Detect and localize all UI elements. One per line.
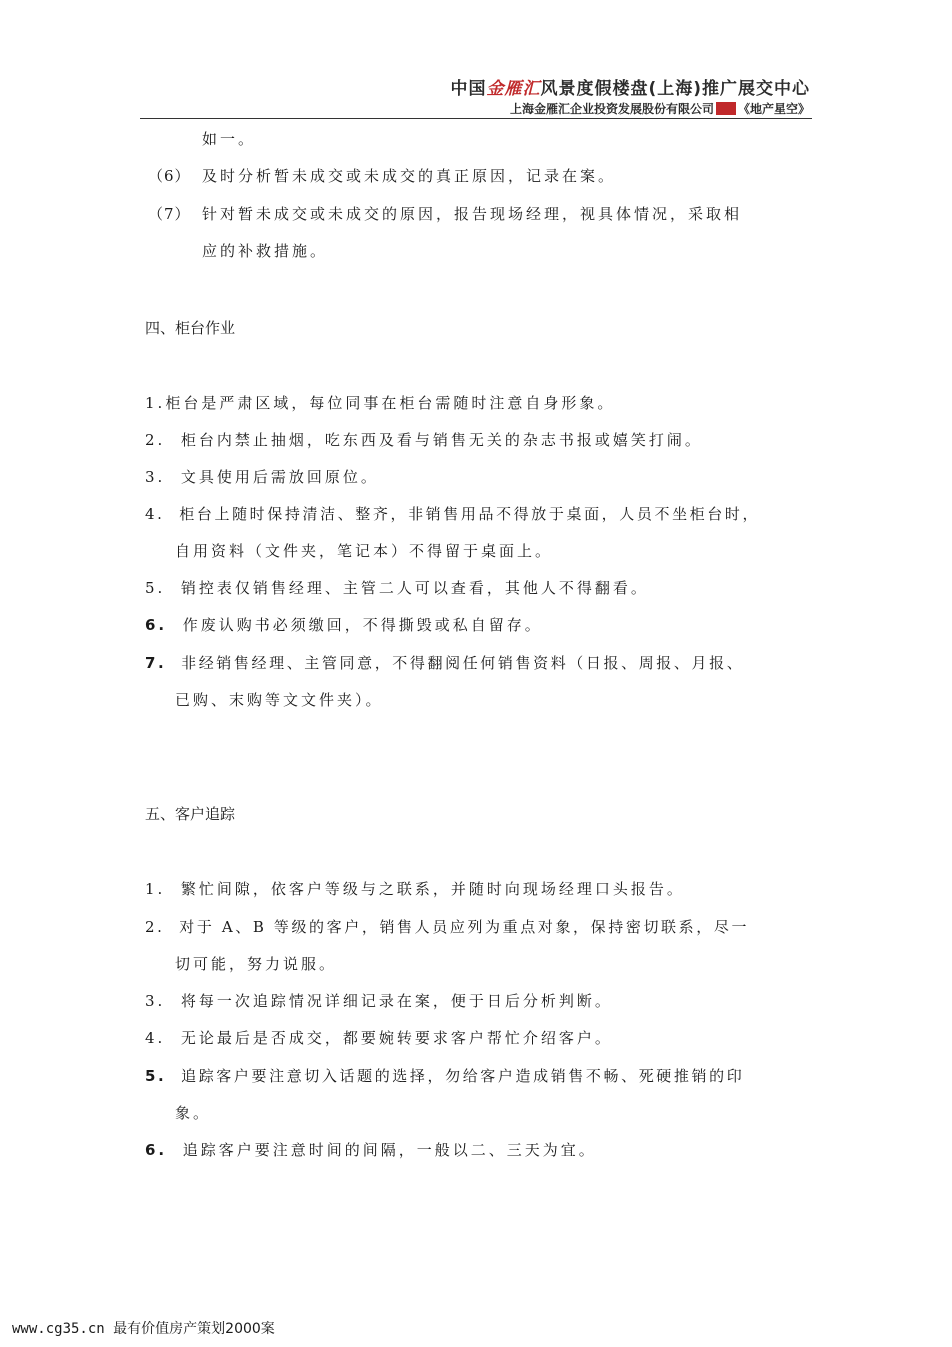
s5-item-3-text: 将每一次追踪情况详细记录在案，便于日后分析判断。 [180,992,613,1010]
footer-tagline: 最有价值房产策划2000案 [113,1321,275,1337]
s5-item-4 [145,1027,613,1048]
s4-item-5 [145,577,649,598]
header-divider [140,118,812,119]
item-6-text: 及时分析暂未成交或未成交的真正原因，记录在案。 [202,167,617,185]
continued-line: 如一。 [202,130,257,148]
s5-item-5-text: 追踪客户要注意切入话题的选择，勿给客户造成销售不畅、死硬推销的印 [181,1067,745,1085]
header-title-prefix: 中国 [450,79,487,99]
s4-item-3-number: 3. [145,468,166,486]
s5-item-6 [145,1139,597,1160]
company-logo-icon [716,102,736,115]
brand-logo: 金雁汇 [486,79,541,99]
header-subtitle [510,100,810,117]
s5-item-2-text: 对于 A、B 等级的客户，销售人员应列为重点对象，保持密切联系，尽一 [179,918,750,936]
s5-item-4-text: 无论最后是否成交，都要婉转要求客户帮忙介绍客户。 [180,1029,613,1047]
s4-item-4-text: 柜台上随时保持清洁、整齐，非销售用品不得放于桌面，人员不坐柜台时， [179,505,761,523]
s4-item-1-number: 1. [145,394,166,412]
page-footer [12,1318,275,1338]
s4-item-2-number: 2. [145,431,166,449]
s5-item-1-text: 繁忙间隙，依客户等级与之联系，并随时向现场经理口头报告。 [180,880,685,898]
section-4-title: 四、柜台作业 [145,319,236,337]
s5-item-3 [145,990,613,1011]
s5-item-1-number: 1. [145,880,166,898]
item-7-number: （7） [148,205,191,223]
s4-item-2 [145,429,703,450]
s5-item-2 [145,916,749,937]
s4-item-6 [145,614,543,635]
s5-item-5-number: 5. [145,1067,167,1085]
s5-item-5 [145,1065,744,1086]
s5-item-2-number: 2. [145,918,165,936]
s5-item-6-text: 追踪客户要注意时间的间隔，一般以二、三天为宜。 [182,1141,597,1159]
item-7-text-cont: 应的补救措施。 [202,242,329,260]
s4-item-6-number: 6. [145,616,168,634]
s4-item-7-number: 7. [145,654,167,672]
s5-item-1 [145,878,685,899]
header-title [450,74,810,99]
s4-item-7 [145,652,744,673]
s4-item-7-text-cont: 已购、末购等文文件夹）。 [175,691,384,709]
s5-item-3-number: 3. [145,992,166,1010]
page-header [140,70,812,120]
publication-name: 《地产星空》 [737,102,810,116]
s5-item-2-text-cont: 切可能，努力说服。 [175,955,338,973]
header-title-suffix: 风景度假楼盘(上海)推广展交中心 [540,79,810,99]
s4-item-4-number: 4. [145,505,165,523]
s5-item-6-number: 6. [145,1141,168,1159]
item-6-number: （6） [148,167,191,185]
s4-item-5-number: 5. [145,579,166,597]
s5-item-4-number: 4. [145,1029,166,1047]
s4-item-3 [145,466,379,487]
s5-item-5-text-cont: 象。 [175,1104,212,1122]
footer-url: www.cg35.cn [12,1321,105,1337]
s4-item-2-text: 柜台内禁止抽烟，吃东西及看与销售无关的杂志书报或嬉笑打闹。 [180,431,703,449]
s4-item-7-text: 非经销售经理、主管同意，不得翻阅任何销售资料（日报、周报、月报、 [181,654,745,672]
s4-item-4 [145,503,760,524]
s4-item-1-text: 柜台是严肃区域，每位同事在柜台需随时注意自身形象。 [165,394,616,412]
company-name: 上海金雁汇企业投资发展股份有限公司 [509,102,714,116]
s4-item-6-text: 作废认购书必须缴回，不得撕毁或私自留存。 [182,616,543,634]
s4-item-3-text: 文具使用后需放回原位。 [180,468,379,486]
s4-item-4-text-cont: 自用资料（文件夹，笔记本）不得留于桌面上。 [175,542,554,560]
s4-item-1 [145,392,615,413]
s4-item-5-text: 销控表仅销售经理、主管二人可以查看，其他人不得翻看。 [180,579,649,597]
item-7-text: 针对暂未成交或未成交的原因，报告现场经理，视具体情况，采取相 [202,205,743,223]
section-5-title: 五、客户追踪 [145,805,236,823]
